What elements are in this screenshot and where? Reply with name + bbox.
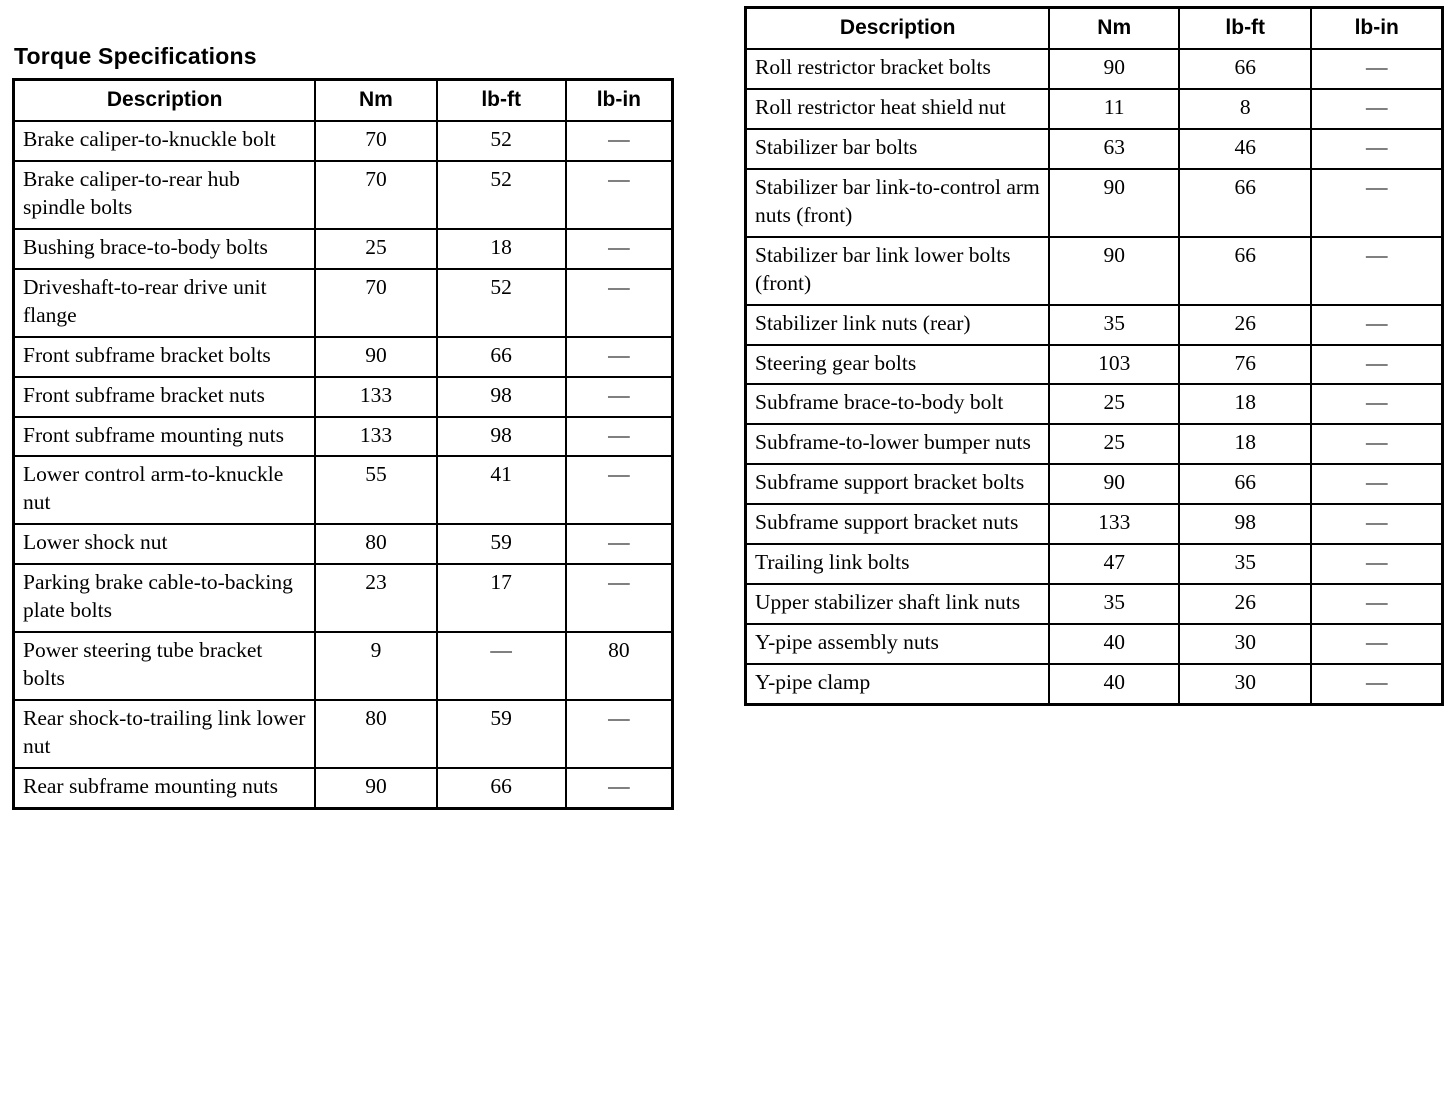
table-row bbox=[14, 269, 673, 337]
table-row bbox=[14, 377, 673, 417]
cell-lb-in: — bbox=[1311, 504, 1442, 544]
cell-nm: 133 bbox=[315, 417, 436, 457]
cell-lb-ft: 59 bbox=[437, 524, 566, 564]
cell-lb-in: — bbox=[566, 564, 673, 632]
cell-description: Trailing link bolts bbox=[746, 544, 1050, 584]
cell-lb-in: — bbox=[1311, 305, 1442, 345]
table-body-left bbox=[14, 121, 673, 808]
cell-description: Lower control arm-to-knuckle nut bbox=[14, 456, 316, 524]
cell-lb-ft: 18 bbox=[1179, 424, 1311, 464]
cell-nm: 90 bbox=[1049, 169, 1179, 237]
cell-lb-in: — bbox=[566, 768, 673, 808]
cell-nm: 25 bbox=[1049, 424, 1179, 464]
cell-nm: 23 bbox=[315, 564, 436, 632]
cell-nm: 90 bbox=[1049, 49, 1179, 89]
cell-lb-in: — bbox=[1311, 237, 1442, 305]
cell-description: Subframe support bracket bolts bbox=[746, 464, 1050, 504]
cell-description: Rear subframe mounting nuts bbox=[14, 768, 316, 808]
cell-description: Steering gear bolts bbox=[746, 345, 1050, 385]
cell-lb-in: — bbox=[566, 456, 673, 524]
table-row bbox=[14, 768, 673, 808]
cell-nm: 70 bbox=[315, 161, 436, 229]
table-row bbox=[746, 584, 1443, 624]
cell-lb-in: — bbox=[1311, 584, 1442, 624]
cell-nm: 133 bbox=[315, 377, 436, 417]
column-header-description: Description bbox=[14, 80, 316, 122]
table-row bbox=[746, 544, 1443, 584]
column-header-nm: Nm bbox=[315, 80, 436, 122]
cell-description: Front subframe bracket nuts bbox=[14, 377, 316, 417]
cell-lb-in: — bbox=[566, 161, 673, 229]
cell-description: Subframe brace-to-body bolt bbox=[746, 384, 1050, 424]
cell-lb-ft: 76 bbox=[1179, 345, 1311, 385]
cell-description: Parking brake cable-to-backing plate bolts bbox=[14, 564, 316, 632]
table-row bbox=[746, 464, 1443, 504]
cell-lb-in: — bbox=[1311, 89, 1442, 129]
cell-nm: 25 bbox=[315, 229, 436, 269]
cell-lb-in: — bbox=[1311, 664, 1442, 704]
table-header-row-left bbox=[14, 80, 673, 122]
cell-nm: 55 bbox=[315, 456, 436, 524]
table-body-right bbox=[746, 49, 1443, 704]
page-title: Torque Specifications bbox=[14, 43, 257, 70]
table-row bbox=[14, 564, 673, 632]
table-header-row-right bbox=[746, 8, 1443, 50]
cell-description: Upper stabilizer shaft link nuts bbox=[746, 584, 1050, 624]
cell-lb-ft: 26 bbox=[1179, 584, 1311, 624]
cell-lb-in: — bbox=[566, 700, 673, 768]
cell-nm: 90 bbox=[315, 768, 436, 808]
cell-description: Stabilizer link nuts (rear) bbox=[746, 305, 1050, 345]
table-row bbox=[14, 632, 673, 700]
cell-nm: 35 bbox=[1049, 584, 1179, 624]
cell-lb-in: — bbox=[566, 229, 673, 269]
cell-nm: 90 bbox=[1049, 237, 1179, 305]
cell-lb-ft: 66 bbox=[1179, 49, 1311, 89]
cell-nm: 70 bbox=[315, 269, 436, 337]
cell-lb-ft: 98 bbox=[437, 417, 566, 457]
cell-lb-ft: 66 bbox=[1179, 237, 1311, 305]
cell-lb-in: — bbox=[1311, 169, 1442, 237]
table-row bbox=[746, 624, 1443, 664]
column-header-description: Description bbox=[746, 8, 1050, 50]
cell-lb-ft: 35 bbox=[1179, 544, 1311, 584]
table-row bbox=[746, 504, 1443, 544]
cell-lb-ft: 17 bbox=[437, 564, 566, 632]
cell-description: Bushing brace-to-body bolts bbox=[14, 229, 316, 269]
cell-nm: 11 bbox=[1049, 89, 1179, 129]
cell-description: Brake caliper-to-rear hub spindle bolts bbox=[14, 161, 316, 229]
column-header-lb-ft: lb-ft bbox=[437, 80, 566, 122]
cell-description: Driveshaft-to-rear drive unit flange bbox=[14, 269, 316, 337]
cell-description: Lower shock nut bbox=[14, 524, 316, 564]
cell-description: Y-pipe clamp bbox=[746, 664, 1050, 704]
cell-lb-in: — bbox=[1311, 424, 1442, 464]
cell-description: Stabilizer bar bolts bbox=[746, 129, 1050, 169]
table-row bbox=[746, 89, 1443, 129]
table-row bbox=[14, 456, 673, 524]
cell-nm: 80 bbox=[315, 524, 436, 564]
table-row bbox=[746, 169, 1443, 237]
cell-description: Roll restrictor heat shield nut bbox=[746, 89, 1050, 129]
cell-nm: 90 bbox=[315, 337, 436, 377]
cell-description: Front subframe bracket bolts bbox=[14, 337, 316, 377]
cell-nm: 40 bbox=[1049, 664, 1179, 704]
cell-lb-ft: 18 bbox=[1179, 384, 1311, 424]
torque-table-right bbox=[744, 6, 1444, 706]
cell-lb-in: — bbox=[1311, 129, 1442, 169]
cell-lb-in: — bbox=[566, 269, 673, 337]
cell-lb-ft: 41 bbox=[437, 456, 566, 524]
cell-nm: 133 bbox=[1049, 504, 1179, 544]
table-row bbox=[746, 49, 1443, 89]
cell-nm: 80 bbox=[315, 700, 436, 768]
table-row bbox=[14, 229, 673, 269]
column-header-lb-in: lb-in bbox=[1311, 8, 1442, 50]
cell-nm: 9 bbox=[315, 632, 436, 700]
cell-description: Stabilizer bar link lower bolts (front) bbox=[746, 237, 1050, 305]
cell-nm: 47 bbox=[1049, 544, 1179, 584]
table-row bbox=[14, 524, 673, 564]
cell-lb-ft: 18 bbox=[437, 229, 566, 269]
torque-table-left-container bbox=[12, 78, 674, 810]
cell-nm: 35 bbox=[1049, 305, 1179, 345]
cell-description: Brake caliper-to-knuckle bolt bbox=[14, 121, 316, 161]
table-row bbox=[746, 305, 1443, 345]
cell-description: Subframe support bracket nuts bbox=[746, 504, 1050, 544]
table-row bbox=[746, 237, 1443, 305]
cell-lb-in: — bbox=[1311, 624, 1442, 664]
column-header-lb-ft: lb-ft bbox=[1179, 8, 1311, 50]
cell-lb-ft: 98 bbox=[437, 377, 566, 417]
cell-lb-in: — bbox=[566, 524, 673, 564]
cell-lb-in: — bbox=[1311, 384, 1442, 424]
cell-lb-ft: 66 bbox=[437, 337, 566, 377]
cell-description: Y-pipe assembly nuts bbox=[746, 624, 1050, 664]
cell-description: Stabilizer bar link-to-control arm nuts (front) bbox=[746, 169, 1050, 237]
cell-lb-ft: 66 bbox=[1179, 169, 1311, 237]
cell-lb-ft: 46 bbox=[1179, 129, 1311, 169]
cell-lb-ft: 8 bbox=[1179, 89, 1311, 129]
cell-nm: 25 bbox=[1049, 384, 1179, 424]
cell-nm: 90 bbox=[1049, 464, 1179, 504]
cell-lb-ft: 66 bbox=[1179, 464, 1311, 504]
table-row bbox=[746, 345, 1443, 385]
cell-description: Roll restrictor bracket bolts bbox=[746, 49, 1050, 89]
cell-lb-ft: 66 bbox=[437, 768, 566, 808]
table-row bbox=[14, 700, 673, 768]
cell-lb-ft: 30 bbox=[1179, 624, 1311, 664]
cell-lb-in: — bbox=[1311, 49, 1442, 89]
cell-lb-ft: 52 bbox=[437, 161, 566, 229]
cell-lb-in: — bbox=[566, 337, 673, 377]
table-row bbox=[14, 161, 673, 229]
torque-table-right-container bbox=[744, 6, 1444, 706]
cell-description: Subframe-to-lower bumper nuts bbox=[746, 424, 1050, 464]
table-row bbox=[14, 417, 673, 457]
cell-description: Power steering tube bracket bolts bbox=[14, 632, 316, 700]
table-row bbox=[746, 664, 1443, 704]
cell-nm: 103 bbox=[1049, 345, 1179, 385]
cell-lb-in: — bbox=[1311, 544, 1442, 584]
cell-lb-in: — bbox=[1311, 345, 1442, 385]
cell-description: Rear shock-to-trailing link lower nut bbox=[14, 700, 316, 768]
table-row bbox=[14, 121, 673, 161]
cell-lb-ft: 26 bbox=[1179, 305, 1311, 345]
table-row bbox=[14, 337, 673, 377]
table-row bbox=[746, 384, 1443, 424]
cell-lb-in: — bbox=[566, 417, 673, 457]
cell-lb-ft: 98 bbox=[1179, 504, 1311, 544]
cell-lb-ft: 30 bbox=[1179, 664, 1311, 704]
cell-nm: 40 bbox=[1049, 624, 1179, 664]
cell-lb-in: 80 bbox=[566, 632, 673, 700]
cell-lb-ft: 59 bbox=[437, 700, 566, 768]
cell-description: Front subframe mounting nuts bbox=[14, 417, 316, 457]
cell-lb-in: — bbox=[566, 121, 673, 161]
torque-table-left bbox=[12, 78, 674, 810]
column-header-nm: Nm bbox=[1049, 8, 1179, 50]
table-row bbox=[746, 129, 1443, 169]
table-row bbox=[746, 424, 1443, 464]
cell-lb-ft: 52 bbox=[437, 269, 566, 337]
cell-lb-in: — bbox=[566, 377, 673, 417]
cell-lb-in: — bbox=[1311, 464, 1442, 504]
cell-lb-ft: — bbox=[437, 632, 566, 700]
column-header-lb-in: lb-in bbox=[566, 80, 673, 122]
cell-lb-ft: 52 bbox=[437, 121, 566, 161]
cell-nm: 70 bbox=[315, 121, 436, 161]
cell-nm: 63 bbox=[1049, 129, 1179, 169]
